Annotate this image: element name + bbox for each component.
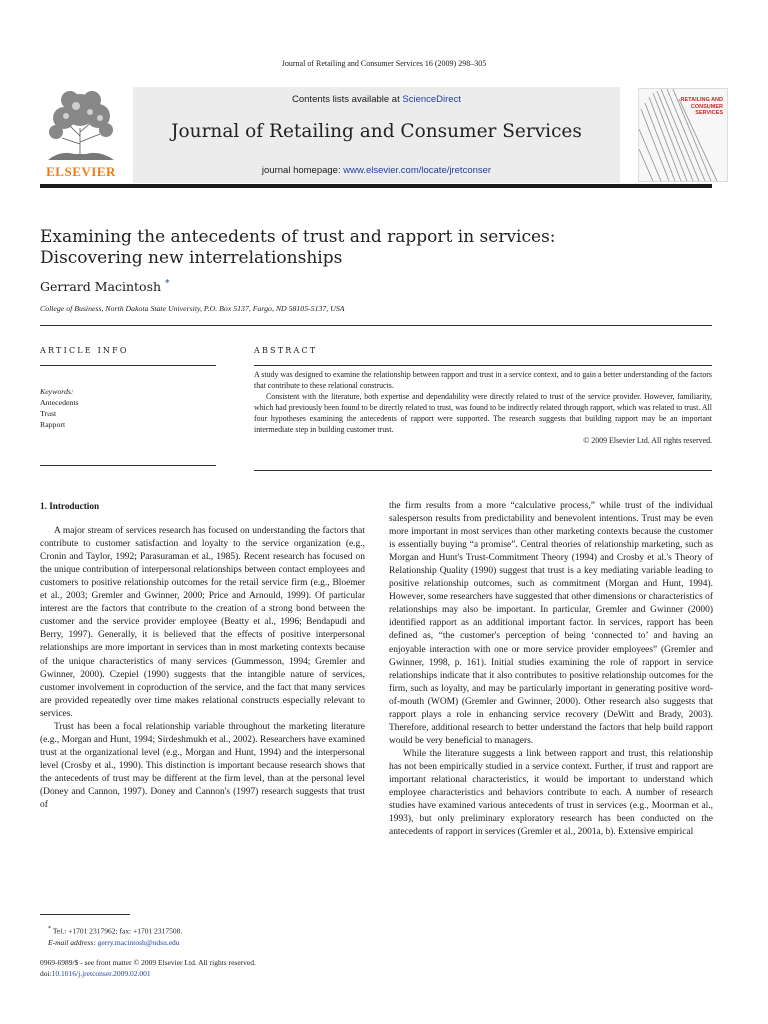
homepage-link[interactable]: www.elsevier.com/locate/jretconser	[343, 165, 492, 176]
body-paragraph: Trust has been a focal relationship variable throughout the marketing literature (e.g., Morgan and Hunt, 1994; Sirdeshmukh et al., 2002). Researchers have examined trust at the organizational level (e.g., Morgan and Hunt, 1994) and the interpersonal level (Crosby et al., 1990). This distinction is important because research shows that the antecedents of trust may be different at the firm level, than at the personal level (Doney and Cannon, 1997). Doney and Cannon's (1997) research suggests that trust of	[40, 721, 365, 811]
header-divider	[40, 184, 712, 188]
keywords-label: Keywords:	[40, 387, 74, 396]
abstract-body	[254, 369, 712, 446]
author-footnote	[48, 923, 182, 948]
homepage-prefix: journal homepage:	[261, 165, 344, 176]
journal-cover-thumbnail	[638, 88, 728, 182]
title-divider	[40, 325, 712, 326]
keyword-item: Rapport	[40, 420, 66, 429]
keyword-item: Antecedents	[40, 398, 79, 407]
contents-availability	[133, 94, 620, 105]
abstract-paragraph: A study was designed to examine the relationship between rapport and trust in a service context, and to gain a better understanding of the factors that contribute to these relational constructs.	[254, 370, 712, 390]
author-line	[40, 279, 170, 294]
title-line-2: Discovering new interrelationships	[40, 248, 343, 268]
article-info-divider	[40, 365, 216, 366]
doi-link[interactable]: 10.1016/j.jretconser.2009.02.001	[51, 969, 151, 978]
keyword-item: Trust	[40, 409, 57, 418]
abstract-paragraph: Consistent with the literature, both expertise and dependability were directly related to trust of the service provider. However, familiarity, which had previously been found to be directly related to trust, was found to be indirectly related through rapport, which was related to trust. All four hypotheses examining the antecedents of rapport were supported. The research suggests that building rapport may be an important intermediate step in building customer trust.	[254, 392, 712, 434]
contents-prefix: Contents lists available at	[292, 94, 403, 105]
body-paragraph: While the literature suggests a link between rapport and trust, this relationship has not been empirically studied in a service context. Further, if trust and rapport are important relational characteristics, it would be important to understand which employee characteristics and behaviors contribute to each. A number of research studies have examined various antecedents of trust in services (e.g., Moorman et al., 1993), but only preliminary exploratory research has been conducted on the antecedents of rapport in services (Gremler et al., 2001a, b). Extensive empirical	[389, 748, 713, 838]
abstract-heading: ABSTRACT	[254, 346, 318, 355]
doi-line	[40, 968, 256, 979]
journal-citation: Journal of Retailing and Consumer Services 16 (2009) 298–305	[281, 59, 487, 68]
article-title	[40, 227, 720, 269]
author-name: Gerrard Macintosh	[40, 279, 162, 295]
abstract-divider	[254, 365, 712, 366]
author-footnote-mark[interactable]: *	[165, 279, 170, 289]
abstract-copyright: © 2009 Elsevier Ltd. All rights reserved.	[583, 436, 712, 445]
footnote-contact	[48, 923, 182, 937]
footnote-mark: *	[48, 925, 52, 932]
sciencedirect-link[interactable]: ScienceDirect	[402, 94, 461, 105]
journal-title: Journal of Retailing and Consumer Services	[171, 121, 582, 142]
doi-label: doi:	[40, 969, 52, 978]
footnote-phone-fax: Tel.: +1701 2317962; fax: +1701 2317508.	[52, 926, 183, 936]
article-info-bottom-divider	[40, 465, 216, 466]
body-paragraph: A major stream of services research has focused on understanding the factors that contribute to customer satisfaction and loyalty to the service organization (e.g., Cronin and Taylor, 1992; Parasuraman et al., 1985). Recent research has focused on the unique contribution of interpersonal relationships between contact employees and customers to positive relationship outcomes for the retail service firm (e.g., Bloemer et al., 2003; Gremler and Gwinner, 2000; Price and Arnould, 1999). Of particular interest are the factors that contribute to the creation of a strong bond between the customer and the service provider employee (Beatty et al., 1996; Bendapudi and Berry, 1997). Generally, it is believed that the effects of positive interpersonal relationships are more important in services than in most marketing contexts because of the unique characteristics of many services (Gummesson, 1994; Gremler and Gwinner, 2000). Czepiel (1990) suggests that the intangible nature of services, customer involvement in coproduction of the service, and the fact that many services are provided repeatedly over time makes relational constructs especially relevant to services.	[40, 526, 365, 719]
author-email-link[interactable]: gerry.macintosh@ndsu.edu	[97, 937, 180, 947]
front-matter	[40, 957, 256, 979]
keywords-block	[40, 386, 79, 430]
footnote-email-line	[48, 937, 182, 948]
author-affiliation: College of Business, North Dakota State University, P.O. Box 5137, Fargo, ND 58105-5137, USA	[40, 304, 345, 313]
journal-homepage	[133, 165, 620, 176]
front-matter-copyright: 0969-6989/$ - see front matter © 2009 Elsevier Ltd. All rights reserved.	[40, 958, 256, 967]
journal-banner	[133, 87, 620, 183]
article-info-heading: ARTICLE INFO	[40, 346, 129, 355]
email-label: E-mail address:	[48, 937, 98, 947]
body-column-left	[40, 500, 365, 812]
abstract-bottom-divider	[254, 470, 712, 471]
title-line-1: Examining the antecedents of trust and rapport in services:	[40, 227, 556, 247]
body-paragraph: the firm results from a more “calculative process,” while trust of the individual salesperson results from predictability and benevolent intentions. Trust may be even more important in most services than other marketing contexts because the customer is essentially buying “a promise”. Central theories of relationship marketing, such as Morgan and Hunt's Trust-Commitment Theory (1994) and Crosby et al.'s Theory of Relationship Quality (1990) suggest that trust is a key mediating variable leading to positive relationship outcomes, such as commitment (Morgan and Hunt, 1994). However, some researchers have suggested that other dimensions or characteristics of relationships may also be important. In particular, Gremler and Gwinner (2000) identified rapport as an additional important factor. In services, rapport has been defined as, “the customer's perception of being ‘connected to’ and having an enjoyable interaction with one or more service provider employees” (Gremler and Gwinner, 1998, p. 161). Initial studies examining the role of rapport in service relationships indicate that it also contributes to positive relationship outcomes for the firm, such as loyalty, and may be particularly important in generating positive word-of-mouth (WOM) (Gremler and Gwinner, 2000). Other research also suggests that rapport plays a role in enhancing service recovery (DeWitt and Brady, 2003). Therefore, additional research to better understand the factors that help build rapport would be very beneficial to managers.	[389, 501, 713, 746]
body-column-right	[389, 500, 713, 839]
elsevier-wordmark: ELSEVIER	[46, 164, 116, 179]
section-heading: 1. Introduction	[40, 501, 100, 511]
footnote-divider	[40, 914, 130, 915]
cover-journal-name: RETAILING AND CONSUMER SERVICES	[680, 97, 723, 116]
